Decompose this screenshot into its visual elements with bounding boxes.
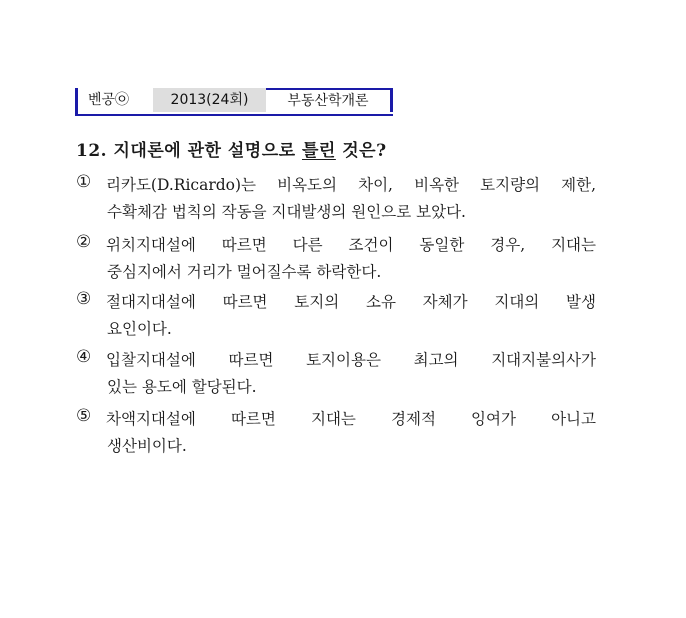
option-2 [76,232,596,286]
question-text-after: 것은? [335,141,387,161]
option-1-line-2: 수확체감 법칙의 작동을 지대발생의 원인으로 보았다. [107,203,466,221]
option-5 [76,406,596,460]
option-1-marker: ① [76,172,92,192]
question-text-before: 지대론에 관한 설명으로 [113,141,302,161]
subject-header [75,88,393,116]
option-1 [76,172,596,226]
option-1-line-1: 리카도(D.Ricardo)는 비옥도의 차이, 비옥한 토지량의 제한, [106,176,596,194]
option-2-line-2: 중심지에서 거리가 멀어질수록 하락한다. [107,263,382,281]
question-number: 12. [76,141,108,161]
option-5-marker: ⑤ [76,406,92,426]
option-4-line-1: 입찰지대설에 따르면 토지이용은 최고의 지대지불의사가 [106,351,596,369]
option-3 [76,289,596,343]
header-exam-year: 2013(24회) [153,88,266,112]
option-5-line-1: 차액지대설에 따르면 지대는 경제적 잉여가 아니고 [106,410,596,428]
option-4 [76,347,596,401]
header-subject: 부동산학개론 [266,88,393,112]
option-3-line-1: 절대지대설에 따르면 토지의 소유 자체가 지대의 발생 [106,293,596,311]
header-exam-type: 벤공㉧ [78,88,153,112]
option-3-marker: ③ [76,289,92,309]
option-2-marker: ② [76,232,92,252]
question-underlined-word: 틀린 [301,141,336,161]
option-2-line-1: 위치지대설에 따르면 다른 조건이 동일한 경우, 지대는 [106,236,596,254]
option-5-line-2: 생산비이다. [107,437,187,455]
option-4-line-2: 있는 용도에 할당된다. [107,378,257,396]
option-3-line-2: 요인이다. [107,320,172,338]
option-4-marker: ④ [76,347,92,367]
question-stem [76,136,387,161]
